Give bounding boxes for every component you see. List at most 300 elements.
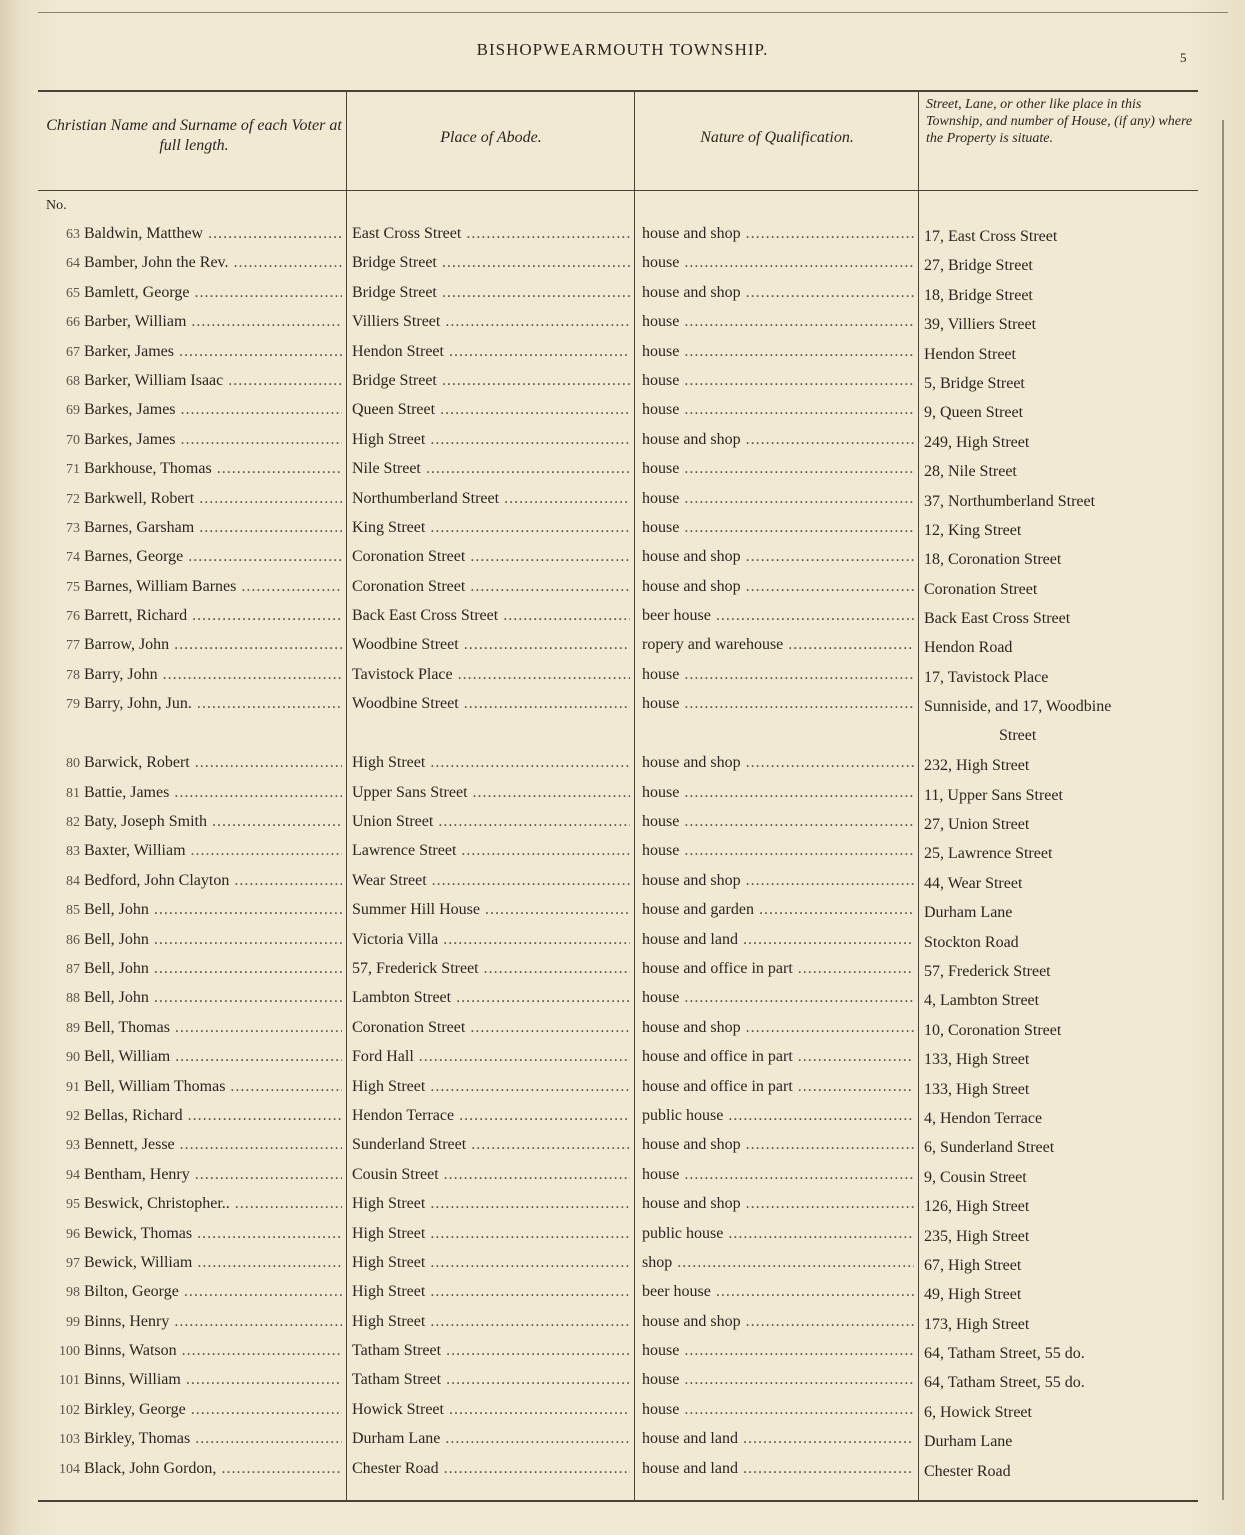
property-location: [924, 1016, 1209, 1045]
place-of-abode: High Street .....: [352, 754, 630, 772]
nature-of-qualification: house .....: [642, 519, 914, 537]
place-of-abode: High Street .....: [352, 1283, 630, 1301]
voter-name: Barker, William Isaac .....: [84, 372, 342, 390]
nature-of-qualification: house .....: [642, 401, 914, 419]
voter-number: 100: [59, 1344, 80, 1360]
table-row: [0, 369, 1245, 398]
property-location-text: 4, Hendon Terrace: [924, 1109, 1043, 1127]
property-location-text: 18, Bridge Street: [924, 286, 1033, 304]
property-location-text: 57, Frederick Street: [924, 962, 1051, 980]
nature-of-qualification: house and land .....: [642, 1460, 914, 1478]
property-location-continuation: Street: [999, 727, 1037, 745]
property-location-text: 17, East Cross Street: [924, 228, 1058, 245]
voter-name: Barnes, Garsham .....: [84, 519, 342, 537]
place-of-abode: High Street .....: [352, 1254, 630, 1272]
nature-of-qualification: public house .....: [642, 1225, 914, 1243]
voter-name: Binns, Watson .....: [84, 1342, 342, 1360]
place-of-abode: Northumberland Street .....: [352, 490, 630, 508]
header-bottom-rule: [38, 190, 1198, 191]
property-location-text: 9, Cousin Street: [924, 1168, 1027, 1186]
property-location-text: 9, Queen Street: [924, 404, 1024, 422]
nature-of-qualification: house and shop .....: [642, 872, 914, 890]
table-row: [0, 604, 1245, 633]
table-row: [0, 869, 1245, 898]
property-location: [924, 1045, 1209, 1074]
place-of-abode: King Street .....: [352, 519, 630, 537]
voter-number: 88: [66, 991, 80, 1007]
property-location: [924, 1222, 1209, 1251]
voter-name: Barnes, William Barnes .....: [84, 578, 342, 596]
table-row: [0, 957, 1245, 986]
voter-number: 101: [59, 1373, 80, 1389]
nature-of-qualification: house and office in part .....: [642, 1048, 914, 1066]
voter-number: 80: [66, 756, 80, 772]
table-row: [0, 1192, 1245, 1221]
voter-name: Bentham, Henry .....: [84, 1166, 342, 1184]
property-location-text: 44, Wear Street: [924, 874, 1023, 892]
place-of-abode: Bridge Street .....: [352, 372, 630, 390]
voter-name: Barwick, Robert .....: [84, 754, 342, 772]
table-row: [0, 1133, 1245, 1162]
voter-name: Binns, William .....: [84, 1371, 342, 1389]
place-of-abode: High Street .....: [352, 1313, 630, 1331]
place-of-abode: Summer Hill House .....: [352, 901, 630, 919]
property-location: [924, 1280, 1209, 1309]
nature-of-qualification: house and shop .....: [642, 284, 914, 302]
voter-number: 99: [66, 1314, 80, 1330]
property-location-text: 235, High Street: [924, 1227, 1030, 1245]
nature-of-qualification: house and shop .....: [642, 1019, 914, 1037]
property-location-text: 12, King Street: [924, 521, 1022, 539]
voter-number: 91: [66, 1079, 80, 1095]
voter-name: Birkley, George .....: [84, 1401, 342, 1419]
table-row: [0, 928, 1245, 957]
nature-of-qualification: house and shop .....: [642, 431, 914, 449]
voter-name: Barrett, Richard .....: [84, 607, 342, 625]
property-location-text: 5, Bridge Street: [924, 374, 1025, 392]
header-property: Street, Lane, or other like place in this Township, and number of House, (if any) where the Property is situate.: [926, 97, 1193, 146]
nature-of-qualification: house and shop .....: [642, 1195, 914, 1213]
property-location-text: 64, Tatham Street, 55 do.: [924, 1345, 1085, 1363]
voter-number: 94: [66, 1167, 80, 1183]
property-location: [924, 1368, 1209, 1397]
place-of-abode: Lawrence Street .....: [352, 842, 630, 860]
voter-name: Bennett, Jesse .....: [84, 1136, 342, 1154]
voter-number: 70: [66, 432, 80, 448]
voter-name: Bewick, William .....: [84, 1254, 342, 1272]
voter-list: [0, 222, 1245, 1486]
voter-name: Barkhouse, Thomas .....: [84, 460, 342, 478]
property-location: [924, 781, 1209, 810]
voter-number: 98: [66, 1285, 80, 1301]
table-row: [0, 898, 1245, 927]
voter-name: Bell, John .....: [84, 989, 342, 1007]
table-row: [0, 1310, 1245, 1339]
nature-of-qualification: house .....: [642, 1371, 914, 1389]
voter-name: Barkes, James .....: [84, 431, 342, 449]
table-row: [0, 545, 1245, 574]
voter-number: 104: [59, 1461, 80, 1477]
place-of-abode: Lambton Street .....: [352, 989, 630, 1007]
voter-number: 93: [66, 1138, 80, 1154]
place-of-abode: Coronation Street .....: [352, 548, 630, 566]
property-location: [924, 222, 1209, 251]
voter-number: 84: [66, 873, 80, 889]
header-qualification: Nature of Qualification.: [700, 129, 854, 146]
place-of-abode: Bridge Street .....: [352, 254, 630, 272]
property-location-text: 4, Lambton Street: [924, 992, 1040, 1010]
table-row: [0, 633, 1245, 662]
page-number: 5: [1180, 50, 1187, 65]
nature-of-qualification: house and shop .....: [642, 225, 914, 243]
property-location: [924, 545, 1209, 574]
voter-number: 78: [66, 667, 80, 683]
property-location: [924, 810, 1209, 839]
table-row: [0, 1222, 1245, 1251]
nature-of-qualification: shop .....: [642, 1254, 914, 1272]
place-of-abode: Woodbine Street .....: [352, 636, 630, 654]
voter-number: 71: [66, 462, 80, 478]
property-location: [924, 751, 1209, 780]
header-name: Christian Name and Surname of each Voter at full length.: [46, 117, 342, 154]
property-location: [924, 1457, 1209, 1486]
voter-number: 92: [66, 1108, 80, 1124]
header-top-rule: [38, 90, 1198, 92]
table-row: [0, 781, 1245, 810]
voter-number: 81: [66, 785, 80, 801]
property-location: [924, 1104, 1209, 1133]
table-row: [0, 1045, 1245, 1074]
property-location: [924, 928, 1209, 957]
property-location-text: Durham Lane: [924, 904, 1013, 922]
voter-name: Black, John Gordon, .....: [84, 1460, 342, 1478]
property-location-text: 64, Tatham Street, 55 do.: [924, 1374, 1085, 1392]
place-of-abode: Coronation Street .....: [352, 578, 630, 596]
nature-of-qualification: house and land .....: [642, 1430, 914, 1448]
property-location: [924, 1339, 1209, 1368]
nature-of-qualification: house .....: [642, 1342, 914, 1360]
voter-number: 73: [66, 520, 80, 536]
nature-of-qualification: house .....: [642, 989, 914, 1007]
property-location-text: 173, High Street: [924, 1315, 1030, 1333]
property-location: [924, 663, 1209, 692]
nature-of-qualification: house .....: [642, 666, 914, 684]
table-row: [0, 692, 1245, 751]
voter-name: Barry, John, Jun. .....: [84, 695, 342, 713]
property-location-text: 17, Tavistock Place: [924, 668, 1049, 686]
voter-name: Barber, William .....: [84, 313, 342, 331]
property-location: [924, 604, 1209, 633]
place-of-abode: Tatham Street .....: [352, 1371, 630, 1389]
property-location-text: 133, High Street: [924, 1051, 1030, 1069]
place-of-abode: Tavistock Place .....: [352, 666, 630, 684]
nature-of-qualification: house and office in part .....: [642, 960, 914, 978]
place-of-abode: Durham Lane .....: [352, 1430, 630, 1448]
voter-number: 89: [66, 1020, 80, 1036]
table-row: [0, 1251, 1245, 1280]
voter-name: Baty, Joseph Smith .....: [84, 813, 342, 831]
property-location: [924, 340, 1209, 369]
property-location: [924, 281, 1209, 310]
property-location-text: 133, High Street: [924, 1080, 1030, 1098]
table-row: [0, 1075, 1245, 1104]
table-row: [0, 457, 1245, 486]
table-row: [0, 1339, 1245, 1368]
table-row: [0, 751, 1245, 780]
property-location: [924, 692, 1209, 750]
place-of-abode: Woodbine Street .....: [352, 695, 630, 713]
voter-name: Barnes, George .....: [84, 548, 342, 566]
place-of-abode: High Street .....: [352, 431, 630, 449]
nature-of-qualification: beer house .....: [642, 607, 914, 625]
table-row: [0, 1016, 1245, 1045]
voter-number: 85: [66, 903, 80, 919]
header-abode: Place of Abode.: [440, 129, 542, 146]
place-of-abode: High Street .....: [352, 1078, 630, 1096]
voter-number: 74: [66, 550, 80, 566]
table-row: [0, 340, 1245, 369]
nature-of-qualification: house .....: [642, 813, 914, 831]
nature-of-qualification: house and shop .....: [642, 548, 914, 566]
table-row: [0, 1280, 1245, 1309]
property-location-text: Stockton Road: [924, 933, 1019, 951]
voter-number: 87: [66, 961, 80, 977]
nature-of-qualification: beer house .....: [642, 1283, 914, 1301]
property-location: [924, 428, 1209, 457]
voter-number: 76: [66, 609, 80, 625]
place-of-abode: High Street .....: [352, 1225, 630, 1243]
voter-name: Baldwin, Matthew .....: [84, 225, 342, 243]
property-location: [924, 516, 1209, 545]
nature-of-qualification: house .....: [642, 372, 914, 390]
voter-number: 64: [66, 256, 80, 272]
property-location: [924, 369, 1209, 398]
property-location: [924, 957, 1209, 986]
property-location-text: Back East Cross Street: [924, 610, 1071, 628]
place-of-abode: Bridge Street .....: [352, 284, 630, 302]
voter-number: 96: [66, 1226, 80, 1242]
voter-name: Bilton, George .....: [84, 1283, 342, 1301]
voter-name: Barry, John .....: [84, 666, 342, 684]
place-of-abode: Union Street .....: [352, 813, 630, 831]
property-location-text: 25, Lawrence Street: [924, 845, 1053, 863]
table-row: [0, 310, 1245, 339]
voter-name: Bell, John .....: [84, 901, 342, 919]
property-location: [924, 575, 1209, 604]
table-row: [0, 1104, 1245, 1133]
property-location-text: Chester Road: [924, 1462, 1011, 1480]
nature-of-qualification: house .....: [642, 784, 914, 802]
property-location-text: Sunniside, and 17, Woodbine: [924, 698, 1112, 716]
voter-name: Bell, William Thomas .....: [84, 1078, 342, 1096]
place-of-abode: Cousin Street .....: [352, 1166, 630, 1184]
voter-name: Bell, Thomas .....: [84, 1019, 342, 1037]
table-row: [0, 1427, 1245, 1456]
place-of-abode: Nile Street .....: [352, 460, 630, 478]
top-rule: [38, 12, 1228, 13]
nature-of-qualification: house and shop .....: [642, 1136, 914, 1154]
table-row: [0, 810, 1245, 839]
nature-of-qualification: house and shop .....: [642, 754, 914, 772]
property-location-text: 37, Northumberland Street: [924, 492, 1096, 510]
table-row: [0, 1163, 1245, 1192]
table-row: [0, 222, 1245, 251]
voter-number: 68: [66, 373, 80, 389]
table-row: [0, 516, 1245, 545]
table-row: [0, 1457, 1245, 1486]
voter-number: 66: [66, 315, 80, 331]
table-row: [0, 428, 1245, 457]
property-location: [924, 986, 1209, 1015]
nature-of-qualification: house .....: [642, 343, 914, 361]
voter-name: Bell, William .....: [84, 1048, 342, 1066]
place-of-abode: Sunderland Street .....: [352, 1136, 630, 1154]
nature-of-qualification: ropery and warehouse .....: [642, 636, 914, 654]
table-row: [0, 281, 1245, 310]
place-of-abode: 57, Frederick Street .....: [352, 960, 630, 978]
property-location-text: 27, Union Street: [924, 816, 1030, 834]
nature-of-qualification: house .....: [642, 490, 914, 508]
voter-name: Barkes, James .....: [84, 401, 342, 419]
place-of-abode: Chester Road .....: [352, 1460, 630, 1478]
place-of-abode: Back East Cross Street .....: [352, 607, 630, 625]
voter-name: Birkley, Thomas .....: [84, 1430, 342, 1448]
voter-number: 67: [66, 344, 80, 360]
nature-of-qualification: house and office in part .....: [642, 1078, 914, 1096]
voter-number: 79: [66, 697, 80, 713]
voter-name: Bedford, John Clayton .....: [84, 872, 342, 890]
place-of-abode: Hendon Street .....: [352, 343, 630, 361]
voter-number: 103: [59, 1432, 80, 1448]
table-row: [0, 1398, 1245, 1427]
property-location-text: Hendon Street: [924, 345, 1016, 363]
property-location: [924, 1163, 1209, 1192]
property-location: [924, 251, 1209, 280]
property-location: [924, 398, 1209, 427]
place-of-abode: High Street .....: [352, 1195, 630, 1213]
voter-number: 97: [66, 1255, 80, 1271]
voter-number: 82: [66, 815, 80, 831]
property-location-text: 28, Nile Street: [924, 463, 1017, 481]
property-location-text: 67, High Street: [924, 1256, 1022, 1274]
place-of-abode: Tatham Street .....: [352, 1342, 630, 1360]
place-of-abode: East Cross Street .....: [352, 225, 630, 243]
voter-name: Baxter, William .....: [84, 842, 342, 860]
property-location: [924, 1133, 1209, 1162]
property-location: [924, 1251, 1209, 1280]
voter-number: 102: [59, 1402, 80, 1418]
voter-number: 90: [66, 1050, 80, 1066]
table-row: [0, 663, 1245, 692]
property-location-text: Coronation Street: [924, 580, 1038, 598]
voter-name: Beswick, Christopher.. .....: [84, 1195, 342, 1213]
nature-of-qualification: house and shop .....: [642, 578, 914, 596]
property-location-text: 249, High Street: [924, 433, 1030, 451]
place-of-abode: Coronation Street .....: [352, 1019, 630, 1037]
place-of-abode: Victoria Villa .....: [352, 931, 630, 949]
voter-number: 77: [66, 638, 80, 654]
voter-number: 95: [66, 1197, 80, 1213]
voter-name: Barkwell, Robert .....: [84, 490, 342, 508]
nature-of-qualification: house .....: [642, 254, 914, 272]
table-bottom-rule: [38, 1500, 1198, 1502]
property-location: [924, 1427, 1209, 1456]
property-location: [924, 1075, 1209, 1104]
property-location: [924, 310, 1209, 339]
nature-of-qualification: house .....: [642, 1401, 914, 1419]
table-row: [0, 986, 1245, 1015]
property-location: [924, 1398, 1209, 1427]
property-location: [924, 1310, 1209, 1339]
voter-number: 86: [66, 932, 80, 948]
place-of-abode: Villiers Street .....: [352, 313, 630, 331]
property-location-text: 49, High Street: [924, 1286, 1022, 1304]
place-of-abode: Queen Street .....: [352, 401, 630, 419]
nature-of-qualification: public house .....: [642, 1107, 914, 1125]
voter-number: 69: [66, 403, 80, 419]
nature-of-qualification: house and garden .....: [642, 901, 914, 919]
voter-name: Barker, James .....: [84, 343, 342, 361]
voter-name: Bellas, Richard .....: [84, 1107, 342, 1125]
table-row: [0, 839, 1245, 868]
nature-of-qualification: house .....: [642, 1166, 914, 1184]
place-of-abode: Wear Street .....: [352, 872, 630, 890]
property-location: [924, 898, 1209, 927]
voter-name: Binns, Henry .....: [84, 1313, 342, 1331]
voter-number: 63: [66, 227, 80, 242]
table-row: [0, 1368, 1245, 1397]
table-row: [0, 487, 1245, 516]
property-location: [924, 457, 1209, 486]
property-location-text: 27, Bridge Street: [924, 257, 1033, 275]
property-location-text: 10, Coronation Street: [924, 1021, 1062, 1039]
property-location: [924, 869, 1209, 898]
table-row: [0, 398, 1245, 427]
property-location-text: Hendon Road: [924, 639, 1013, 657]
voter-name: Bell, John .....: [84, 931, 342, 949]
voter-number: 83: [66, 844, 80, 860]
property-location-text: 18, Coronation Street: [924, 551, 1062, 569]
property-location: [924, 633, 1209, 662]
nature-of-qualification: house .....: [642, 313, 914, 331]
property-location: [924, 1192, 1209, 1221]
voter-number: 72: [66, 491, 80, 507]
voter-number: 75: [66, 579, 80, 595]
place-of-abode: Hendon Terrace .....: [352, 1107, 630, 1125]
nature-of-qualification: house .....: [642, 695, 914, 713]
table-row: [0, 575, 1245, 604]
voter-name: Bamber, John the Rev. .....: [84, 254, 342, 272]
property-location-text: 232, High Street: [924, 757, 1030, 775]
running-title: BISHOPWEARMOUTH TOWNSHIP.: [476, 40, 769, 59]
nature-of-qualification: house and shop .....: [642, 1313, 914, 1331]
property-location-text: 39, Villiers Street: [924, 316, 1037, 334]
nature-of-qualification: house .....: [642, 460, 914, 478]
nature-of-qualification: house and land .....: [642, 931, 914, 949]
voter-name: Bell, John .....: [84, 960, 342, 978]
voter-name: Barrow, John .....: [84, 636, 342, 654]
property-location-text: 11, Upper Sans Street: [924, 786, 1063, 804]
nature-of-qualification: house .....: [642, 842, 914, 860]
place-of-abode: Howick Street .....: [352, 1401, 630, 1419]
voter-name: Bamlett, George .....: [84, 284, 342, 302]
voter-number: 65: [66, 285, 80, 301]
number-column-label: No.: [46, 198, 67, 213]
property-location-text: 126, High Street: [924, 1198, 1030, 1216]
property-location: [924, 487, 1209, 516]
property-location-text: 6, Howick Street: [924, 1403, 1032, 1421]
place-of-abode: Ford Hall .....: [352, 1048, 630, 1066]
